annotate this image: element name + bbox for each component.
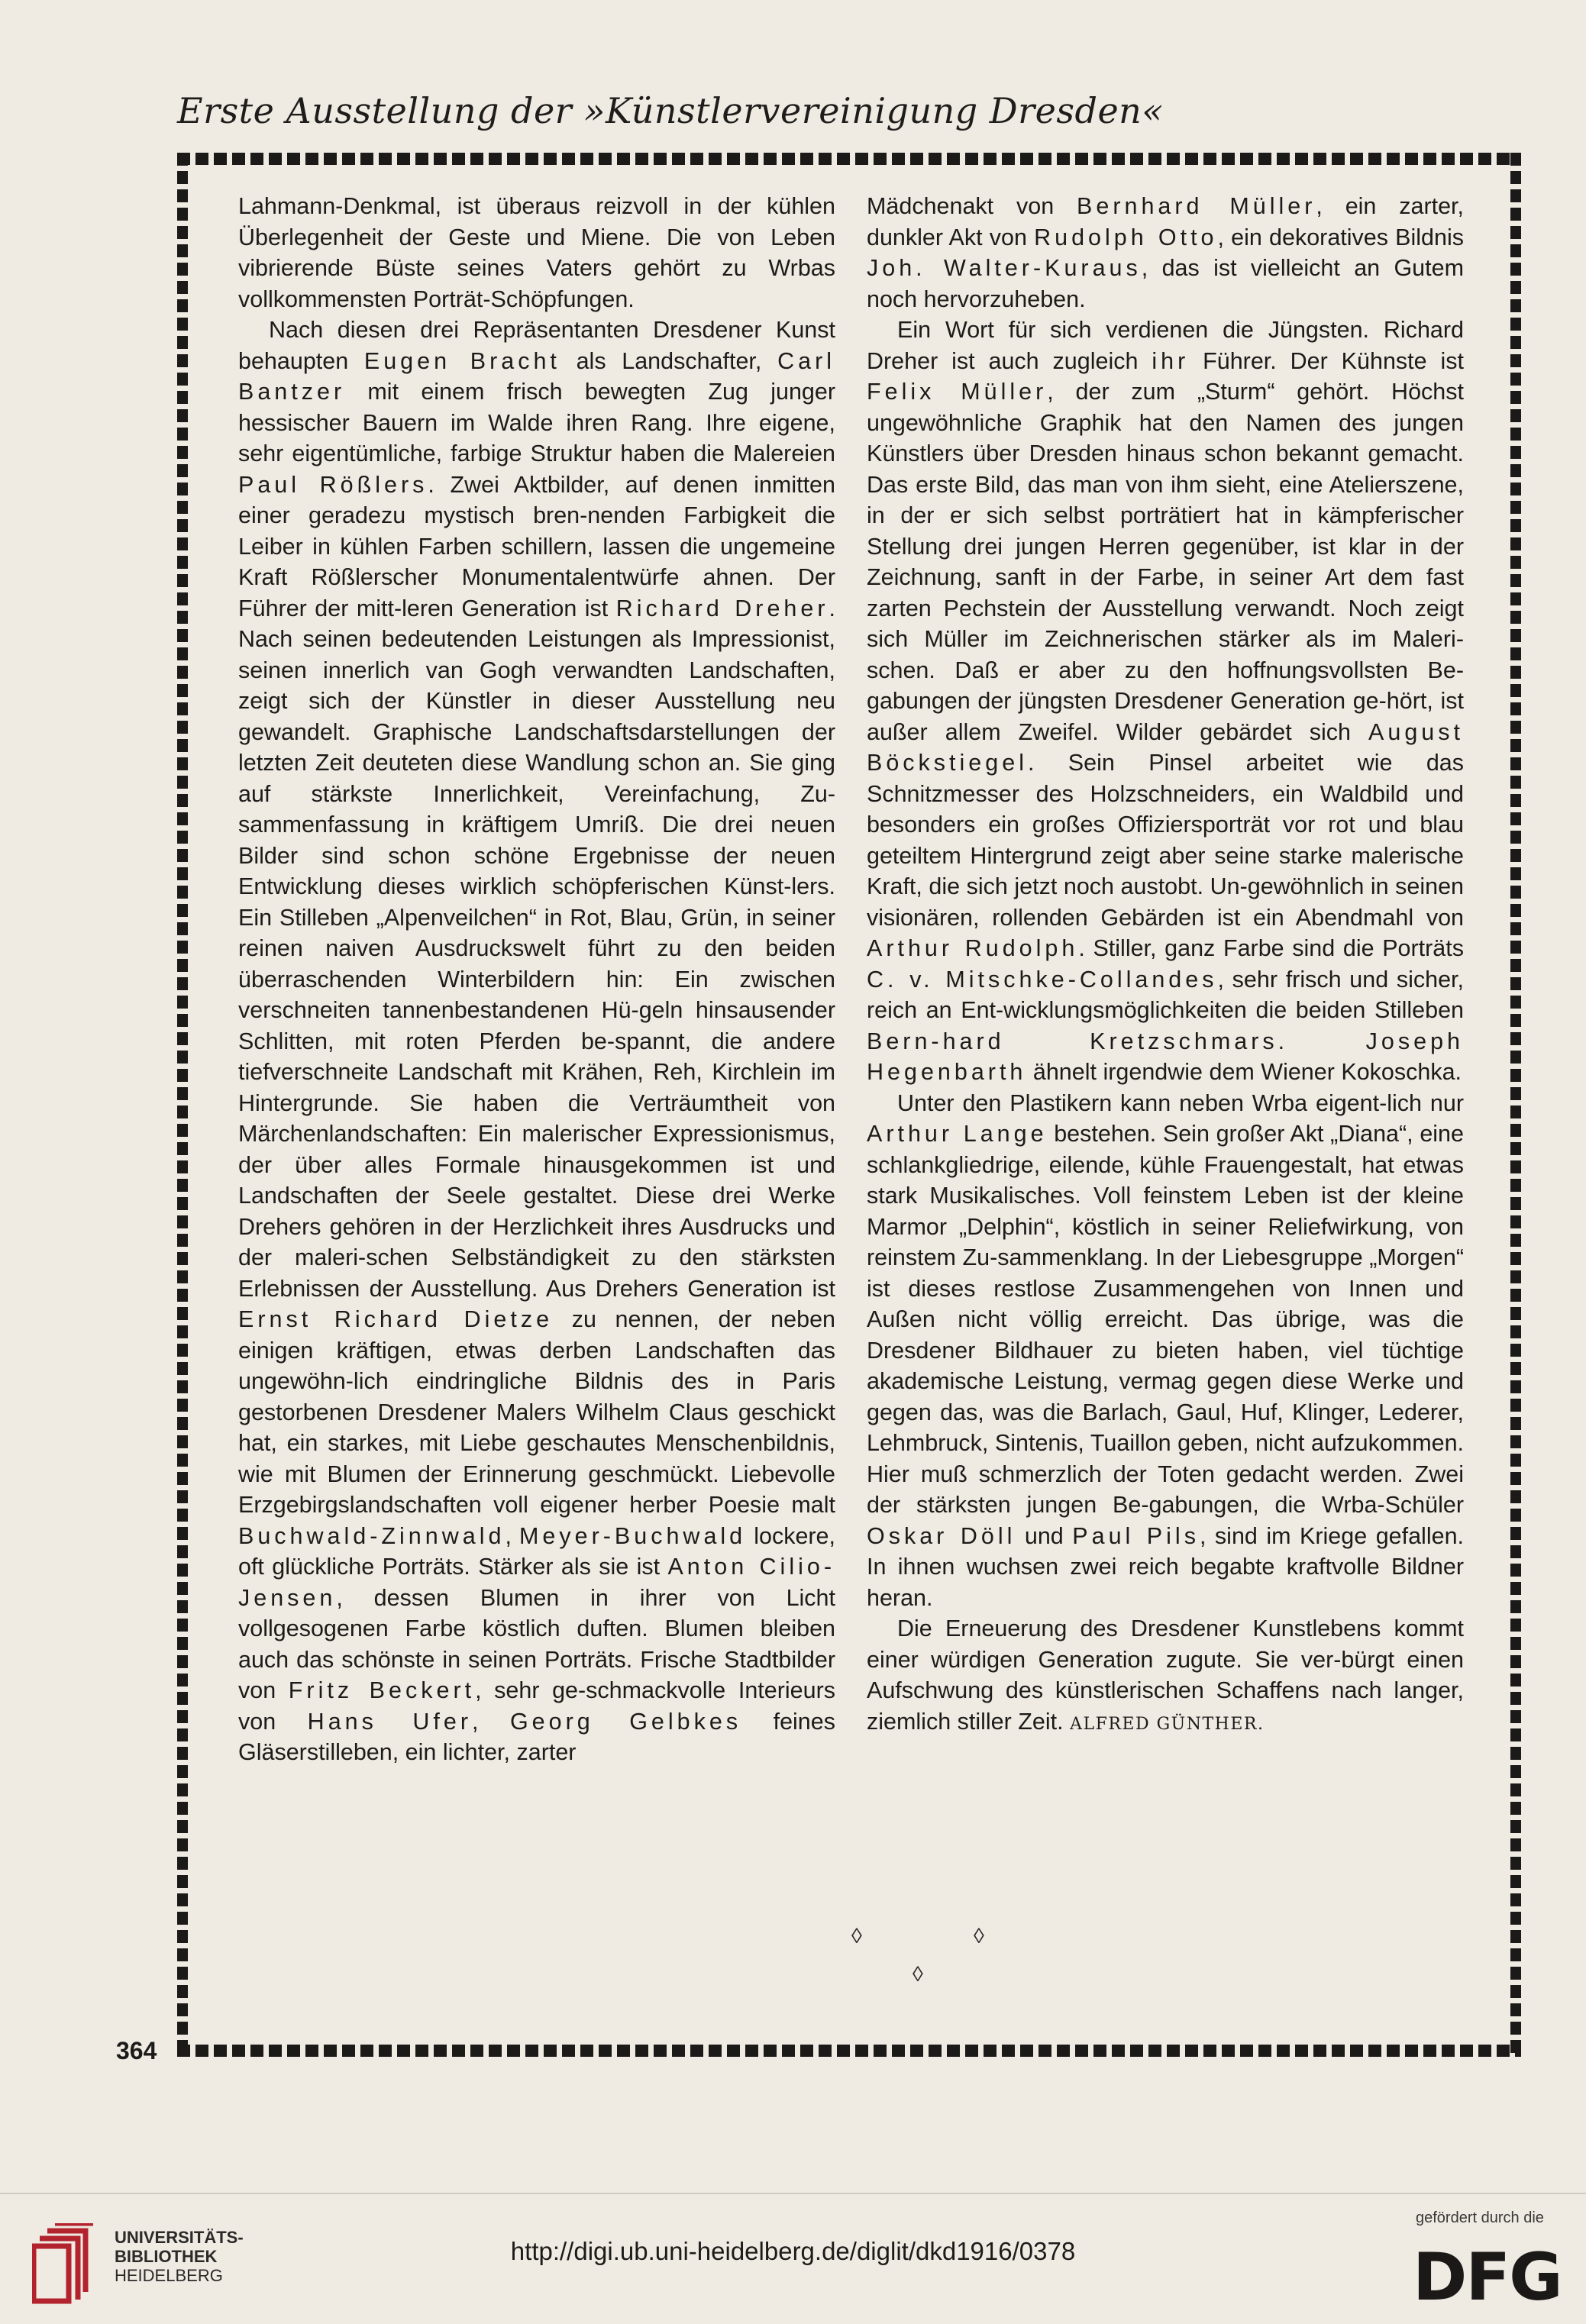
dfg-logo: DFG xyxy=(1413,2239,1562,2316)
paragraph: Nach diesen drei Repräsentanten Dresdener Kunst behaupten Eugen Bracht als Landschafter, Carl Bantzer mit einem frisch bewegten Zug junger hessischer Bauern im Walde ihren Rang. Ihre eigene, sehr eigentümliche, farbige Struktur haben die Malereien Paul Rößlers. Zwei Aktbilder, auf denen inmitten einer geradezu mystisch bren-nenden Farbigkeit die Leiber in kühlen Farben schillern, lassen die ungemeine Kraft Rößlerscher Monumentalentwürfe ahnen. Der Führer der mitt-leren Generation ist Richard Dreher. Nach seinen bedeutenden Leistungen als Impressionist, seinen innerlich van Gogh verwandten Landschaften, zeigt sich der Künstler in dieser Ausstellung neu gewandelt. Graphische Landschaftsdarstellungen der letzten Zeit deuteten diese Wandlung schon an. Sie ging auf stärkste Innerlichkeit, Vereinfachung, Zu-sammenfassung in kräftigem Umriß. Die drei neuen Bilder sind schon schöne Ergebnisse der neuen Entwicklung dieses wirklich schöpferischen Künst-lers. Ein Stilleben „Alpenveilchen“ in Rot, Blau, Grün, in seiner reinen naiven Ausdruckswelt führt zu den beiden überraschenden Winterbildern hin: Ein zwischen verschneiten tannenbestandenen Hü-geln hinsausender Schlitten, mit roten Pferden be-spannt, die andere tiefverschneite Landschaft mit Krähen, Reh, Kirchlein im Hintergrunde. Sie haben die Verträumtheit von Märchenlandschaften: Ein malerischer Expressionismus, der über alles Formale hinausgekommen ist und Landschaften der Seele gestaltet. Diese drei Werke Drehers gehören in der Herzlichkeit ihres Ausdrucks und der maleri-schen Selbständigkeit zu den stärksten Erlebnissen der Ausstellung. Aus Drehers Generation ist Ernst Richard Dietze zu nennen, der neben einigen kräftigen, etwas derben Landschaften das ungewöhn-lich eindringliche Bildnis des in Paris gestorbenen Dresdener Malers Wilhelm Claus geschickt hat, ein starkes, mit Liebe geschautes Menschenbildnis, wie mit Blumen der Erinnerung geschmückt. Liebevolle Erzgebirgslandschaften voll eigener herber Poesie malt Buchwald-Zinnwald, Meyer-Buchwald lockere, oft glückliche Porträts. Stärker als sie ist Anton Cilio-Jensen, dessen Blumen in ihrer von Licht vollgesogenen Farbe köstlich duften. Blumen bleiben auch das schönste in seinen Porträts. Frische Stadtbilder von Fritz Beckert, sehr ge-schmackvolle Interieurs von Hans Ufer, Georg Gelbkes feines Gläserstilleben, ein lichter, zarter xyxy=(238,317,835,1765)
library-line-2: BIBLIOTHEK xyxy=(115,2247,218,2266)
ornament-diamond-right: ◊ xyxy=(974,1924,984,1948)
funding-label: gefördert durch die xyxy=(1416,2209,1544,2226)
ornament-diamond-center: ◊ xyxy=(913,1962,923,1986)
library-line-1: UNIVERSITÄTS- xyxy=(115,2228,244,2247)
text-column-right xyxy=(867,191,1464,1740)
page-number: 364 xyxy=(116,2037,157,2064)
paragraph: Die Erneuerung des Dresdener Kunstlebens kommt einer würdigen Generation zugute. Sie ver-bürgt einen Aufschwung des künstlerischen Schaffens nach langer, ziemlich stiller Zeit. ALFRED GÜNTHER. xyxy=(867,1616,1464,1735)
paragraph: Mädchenakt von Bernhard Müller, ein zarter, dunkler Akt von Rudolph Otto, ein dekoratives Bildnis Joh. Walter-Kuraus, das ist vielleicht an Gutem noch hervorzuheben. xyxy=(867,193,1464,312)
paragraph: Lahmann-Denkmal, ist überaus reizvoll in der kühlen Überlegenheit der Geste und Miene. Die von Leben vibrierende Büste seines Vaters gehört zu Wrbas vollkommensten Porträt-Schöpfungen. xyxy=(238,193,835,312)
library-line-3: HEIDELBERG xyxy=(115,2266,223,2285)
ornamental-border-left xyxy=(177,153,188,2057)
footer-divider xyxy=(0,2193,1586,2194)
ornamental-border-right xyxy=(1510,153,1521,2057)
paragraph: Unter den Plastikern kann neben Wrba eigent-lich nur Arthur Lange bestehen. Sein großer Akt „Diana“, eine schlankgliedrige, eilende, kühle Frauengestalt, hat etwas stark Musikalisches. Voll feinstem Leben ist der kleine Marmor „Delphin“, köstlich in seiner Reliefwirkung, von reinstem Zu-sammenklang. In der Liebesgruppe „Morgen“ ist dieses restlose Zusammengehen von Innen und Außen nicht völlig erreicht. Das übrige, was die Dresdener Bildhauer zu bieten haben, viel tüchtige akademische Leistung, vermag gegen diese Werke und gegen das, was die Barlach, Gaul, Huf, Klinger, Lederer, Lehmbruck, Sintenis, Tuaillon geben, nicht aufzukommen. Hier muß schmerzlich der Toten gedacht werden. Zwei der stärksten jungen Be-gabungen, die Wrba-Schüler Oskar Döll und Paul Pils, sind im Kriege gefallen. In ihnen wuchsen zwei reich begabte kraftvolle Bildner heran. xyxy=(867,1089,1465,1611)
paragraph: Ein Wort für sich verdienen die Jüngsten. Richard Dreher ist auch zugleich ihr Führer. Der Kühnste ist Felix Müller, der zum „Sturm“ gehört. Höchst ungewöhnliche Graphik hat den Namen des jungen Künstlers über Dresden hinaus schon bekannt gemacht. Das erste Bild, das man von ihm sieht, eine Atelierszene, in der er sich selbst porträtiert hat in kämpferischer Stellung drei jungen Herren gegenüber, ist klar in der Zeichnung, sanft in der Farbe, in seiner Art dem fast zarten Pechstein der Ausstellung verwandt. Noch zeigt sich Müller im Zeichnerischen stärker als im Maleri-schen. Daß er aber zu den hoffnungsvollsten Be-gabungen der jüngsten Dresdener Generation ge-hört, ist außer allem Zweifel. Wilder gebärdet sich August Böckstiegel. Sein Pinsel arbeitet wie das Schnitzmesser des Holzschneiders, ein Waldbild und besonders ein großes Offiziersporträt vor rot und blau geteiltem Hintergrund zeigt aber seine starke malerische Kraft, die sich jetzt noch austobt. Un-gewöhnlich in seinen visionären, rollenden Gebärden ist ein Abendmahl von Arthur Rudolph. Stiller, ganz Farbe sind die Porträts C. v. Mitschke-Collandes, sehr frisch und sicher, reich an Ent-wicklungsmöglichkeiten die beiden Stilleben Bern-hard Kretzschmars. Joseph Hegenbarth ähnelt irgendwie dem Wiener Kokoschka. xyxy=(867,317,1465,1085)
ornament-diamond-left: ◊ xyxy=(851,1924,862,1948)
source-url-link[interactable]: http://digi.ub.uni-heidelberg.de/diglit/dkd1916/0378 xyxy=(510,2237,1076,2265)
ornamental-border-top xyxy=(177,153,1521,165)
running-title: Erste Ausstellung der »Künstlervereinigung Dresden« xyxy=(177,90,1164,131)
text-column-left xyxy=(238,191,835,1768)
ornamental-border-bottom xyxy=(177,2045,1521,2057)
